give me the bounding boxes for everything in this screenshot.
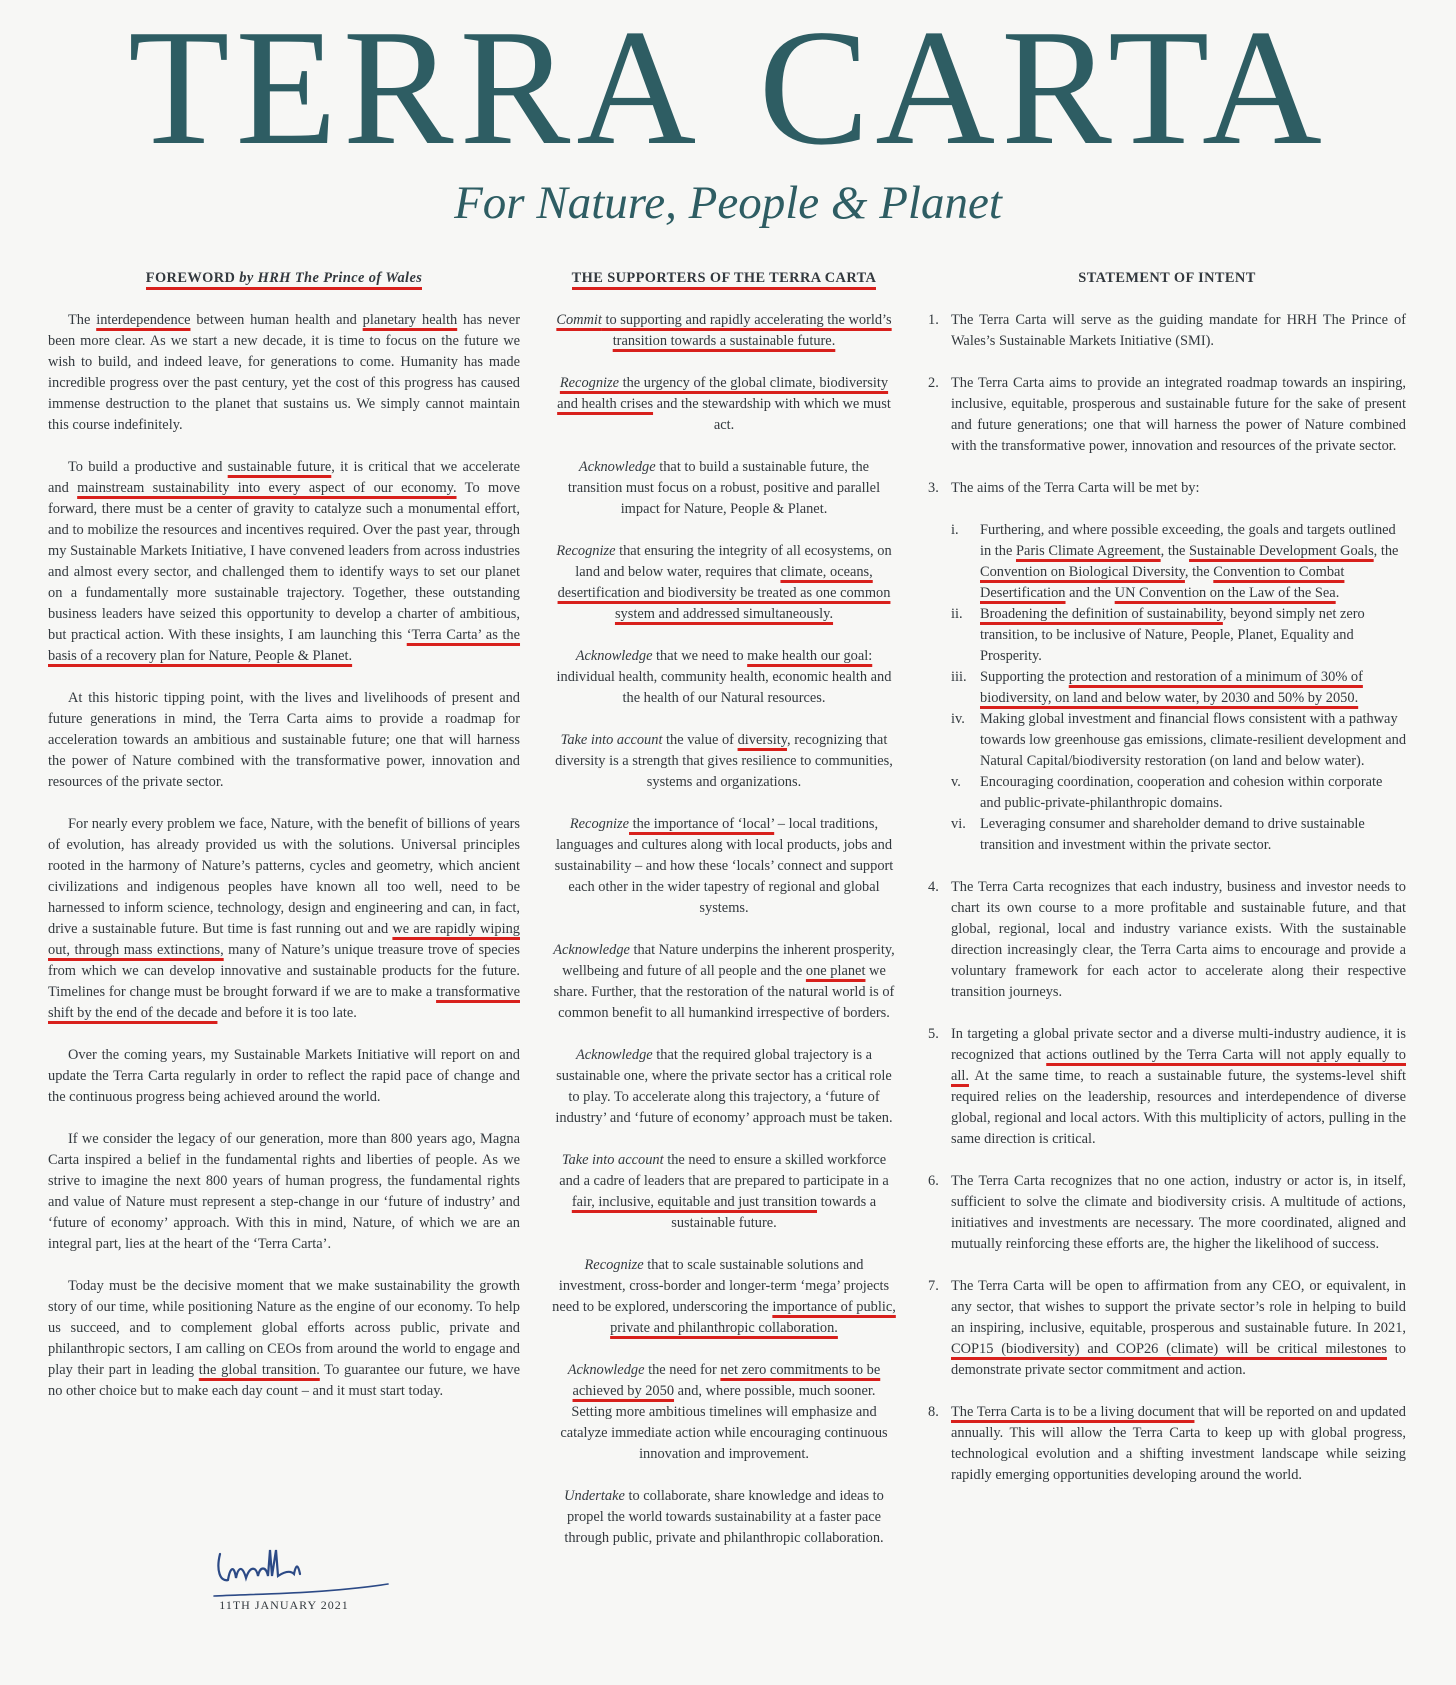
- statement-item-3: 3. The aims of the Terra Carta will be met by: i. Furthering, and where possible exceeding, the goals and targets outlined in the Paris Climate Agreement, the Sustainable Development Goals, the Convention on Biological Diversity, the Convention to Combat Desertification and the UN Convention on the Law of the Sea. ii. Broadening the definition of sustainability, beyond simply net zero transition, to be inclusive of Nature, People, Planet, Equality and Prosperity. iii. Supporting the protection and restoration of a minimum of 30% of biodiversity, on land and below water, by 2030 and 50% by 2050. iv. Making global investment and financial flows consistent with a pathway towards low greenhouse gas emissions, climate-resilient development and Natural Capital/biodiversity restoration (on land and below water). v. Encouraging coordination, cooperation and cohesion within corporate and public-private-philanthropic domains. vi. Leveraging consumer and shareholder demand to drive sustainable transition and investment within the private sector.: [928, 478, 1406, 856]
- foreword-heading: FOREWORD by HRH The Prince of Wales: [48, 266, 520, 290]
- supporters-column: [552, 266, 896, 1570]
- statement-item-2: 2. The Terra Carta aims to provide an integrated roadmap towards an inspiring, inclusive, equitable, prosperous and sustainable future for the sake of present and future generations; one that will harness the power of Nature combined with the transformative power, innovation and resources of the private sector.: [928, 375, 1406, 454]
- supporter-item-12: Acknowledge the need for net zero commitments to be achieved by 2050 and, where possible, much sooner. Setting more ambitious timelines will emphasize and catalyze immediate action while encouraging continuous innovation and improvement.: [560, 1362, 888, 1462]
- foreword-paragraph-1: The interdependence between human health and planetary health has never been more clear. As we start a new decade, it is time to focus on the future we wish to build, and indeed leave, for generations to come. Humanity has made incredible progress over the past century, yet the cost of this progress has caused immense destruction to the planet that sustains us. We simply cannot maintain this course indefinitely.: [48, 312, 520, 433]
- supporter-item-10: Take into account the need to ensure a skilled workforce and a cadre of leaders that are prepared to participate in a fair, inclusive, equitable and just transition towards a sustainable future.: [559, 1152, 889, 1231]
- statement-item-8: 8. The Terra Carta is to be a living document that will be reported on and updated annually. This will allow the Terra Carta to keep up with global progress, technological evolution and a shifting investment landscape while seizing rapidly emerging opportunities developing around the world.: [928, 1404, 1406, 1483]
- statement-item-4: 4. The Terra Carta recognizes that each industry, business and investor needs to chart its own course to a more profitable and sustainable future, and that global, regional, local and industry variance exists. With the sustainable direction increasingly clear, the Terra Carta aims to encourage and provide a voluntary framework for each actor to accelerate along their respective transition journeys.: [928, 879, 1406, 1000]
- foreword-paragraph-7: Today must be the decisive moment that we make sustainability the growth story of our time, while positioning Nature as the engine of our economy. To help us succeed, and to complement global efforts across public, private and philanthropic sectors, I am calling on CEOs from around the world to engage and play their part in leading the global transition. To guarantee our future, we have no other choice but to make each day count – and it must start today.: [48, 1278, 520, 1399]
- statement-subitem-1: i. Furthering, and where possible exceeding, the goals and targets outlined in the Paris Climate Agreement, the Sustainable Development Goals, the Convention on Biological Diversity, the Convention to Combat Desertification and the UN Convention on the Law of the Sea.: [951, 522, 1399, 601]
- statement-subitem-3: iii. Supporting the protection and restoration of a minimum of 30% of biodiversity, on land and below water, by 2030 and 50% by 2050.: [951, 669, 1363, 706]
- foreword-paragraph-4: For nearly every problem we face, Nature, with the benefit of billions of years of evolution, has already provided us with the solutions. Universal principles rooted in the harmony of Nature’s patterns, cycles and geometry, which ancient civilizations and indigenous peoples have known all too well, need to be harnessed to inform science, technology, design and engineering and can, in fact, drive a sustainable future. But time is fast running out and we are rapidly wiping out, through mass extinctions, many of Nature’s unique treasure trove of species from which we can develop innovative and sustainable products for the future. Timelines for change must be brought forward if we are to make a transformative shift by the end of the decade and before it is too late.: [48, 816, 521, 1021]
- statement-subitem-4: iv. Making global investment and financial flows consistent with a pathway towards low greenhouse gas emissions, climate-resilient development and Natural Capital/biodiversity restoration (on land and below water).: [951, 711, 1407, 769]
- supporter-item-7: Recognize the importance of ‘local’ – local traditions, languages and cultures along with local products, jobs and sustainability – and how these ‘locals’ connect and support each other in the wider tapestry of regional and global systems.: [554, 816, 894, 916]
- statement-subitem-5: v. Encouraging coordination, cooperation and cohesion within corporate and public-private-philanthropic domains.: [951, 774, 1383, 811]
- supporter-item-3: Acknowledge that to build a sustainable future, the transition must focus on a robust, positive and parallel impact for Nature, People & Planet.: [567, 459, 881, 517]
- masthead: [0, 0, 1456, 227]
- page-subtitle: For Nature, People & Planet: [454, 177, 1002, 229]
- supporter-item-8: Acknowledge that Nature underpins the inherent prosperity, wellbeing and future of all people and the one planet we share. Further, that the restoration of the natural world is of common benefit to all humankind irrespective of borders.: [553, 942, 895, 1021]
- statement-heading: STATEMENT OF INTENT: [1078, 270, 1256, 286]
- supporter-item-2: Recognize the urgency of the global climate, biodiversity and health crises and the stewardship with which we must act.: [557, 375, 891, 433]
- foreword-paragraph-3: At this historic tipping point, with the lives and livelihoods of present and future generations in mind, the Terra Carta aims to provide a roadmap for acceleration towards an ambitious and sustainable future; one that will harness the power of Nature combined with the transformative power, innovation and resources of the private sector.: [48, 690, 520, 790]
- statement-item-7: 7. The Terra Carta will be open to affirmation from any CEO, or equivalent, in any sector, that wishes to support the private sector’s role in helping to build an inspiring, inclusive, equitable, prosperous and sustainable future. In 2021, COP15 (biodiversity) and COP26 (climate) will be critical milestones to demonstrate private sector commitment and action.: [928, 1278, 1406, 1378]
- statement-column: [928, 266, 1406, 1507]
- signature-date: 11TH JANUARY 2021: [219, 1598, 349, 1612]
- statement-item-5: 5. In targeting a global private sector and a diverse multi-industry audience, it is recognized that actions outlined by the Terra Carta will not apply equally to all. At the same time, to reach a sustainable future, the systems-level shift required relies on the leadership, resources and interdependence of diverse global, regional and local actors. With this multiplicity of actors, pulling in the same direction is critical.: [928, 1026, 1406, 1147]
- supporters-heading: THE SUPPORTERS OF THE TERRA CARTA: [552, 266, 896, 290]
- statement-subitem-6: vi. Leveraging consumer and shareholder demand to drive sustainable transition and investment within the private sector.: [951, 816, 1365, 853]
- supporter-item-5: Acknowledge that we need to make health our goal: individual health, community health, economic health and the health of our Natural resources.: [556, 648, 892, 706]
- foreword-paragraph-5: Over the coming years, my Sustainable Markets Initiative will report on and update the Terra Carta regularly in order to reflect the rapid pace of change and the continuous progress being achieved around the world.: [48, 1047, 520, 1105]
- supporter-item-13: Undertake to collaborate, share knowledge and ideas to propel the world towards sustainability at a faster pace through public, private and philanthropic collaboration.: [564, 1488, 884, 1546]
- foreword-paragraph-6: If we consider the legacy of our generation, more than 800 years ago, Magna Carta inspired a belief in the fundamental rights and liberties of people. As we strive to imagine the next 800 years of human progress, the fundamental rights and value of Nature must represent a step-change in our ‘future of industry’ and ‘future of economy’ approach. With this in mind, Nature, of which we are an integral part, lies at the heart of the ‘Terra Carta’.: [48, 1131, 520, 1252]
- supporter-item-9: Acknowledge that the required global trajectory is a sustainable one, where the private sector has a critical role to play. To accelerate along this trajectory, a ‘future of industry’ and ‘future of economy’ approach must be taken.: [555, 1047, 893, 1126]
- statement-sublist: [951, 520, 1406, 856]
- supporter-item-1: Commit to supporting and rapidly accelerating the world’s transition towards a sustainable future.: [556, 312, 892, 349]
- statement-list: [928, 310, 1406, 1486]
- supporter-item-6: Take into account the value of diversity, recognizing that diversity is a strength that gives resilience to communities, systems and organizations.: [555, 732, 893, 790]
- statement-subitem-2: ii. Broadening the definition of sustainability, beyond simply net zero transition, to be inclusive of Nature, People, Planet, Equality and Prosperity.: [951, 606, 1365, 664]
- supporter-item-11: Recognize that to scale sustainable solutions and investment, cross-border and longer-term ‘mega’ projects need to be explored, underscoring the importance of public, private and philanthropic collaboration.: [552, 1257, 896, 1336]
- page-title: TERRA CARTA: [128, 0, 1328, 179]
- statement-item-1: 1. The Terra Carta will serve as the guiding mandate for HRH The Prince of Wales’s Sustainable Markets Initiative (SMI).: [928, 312, 1406, 349]
- signature-icon: [212, 1534, 392, 1604]
- foreword-column: [48, 266, 520, 1423]
- statement-item-6: 6. The Terra Carta recognizes that no one action, industry or actor is, in itself, sufficient to solve the climate and biodiversity crisis. A multitude of actions, initiatives and investments are necessary. The more coordinated, aligned and mutually reinforcing these efforts are, the higher the likelihood of success.: [928, 1173, 1406, 1252]
- supporter-item-4: Recognize that ensuring the integrity of all ecosystems, on land and below water, requires that climate, oceans, desertification and biodiversity be treated as one common system and addressed simultaneously.: [556, 543, 892, 622]
- foreword-paragraph-2: To build a productive and sustainable future, it is critical that we accelerate and mainstream sustainability into every aspect of our economy. To move forward, there must be a center of gravity to catalyze such a monumental effort, and to mobilize the resources and incentives required. Over the past year, through my Sustainable Markets Initiative, I have convened leaders from across industries and almost every sector, and challenged them to identify ways to set our planet on a fundamentally more sustainable trajectory. Together, these outstanding business leaders have seized this opportunity to develop a charter of ambitious, but practical action. With these insights, I am launching this ‘Terra Carta’ as the basis of a recovery plan for Nature, People & Planet.: [48, 459, 521, 664]
